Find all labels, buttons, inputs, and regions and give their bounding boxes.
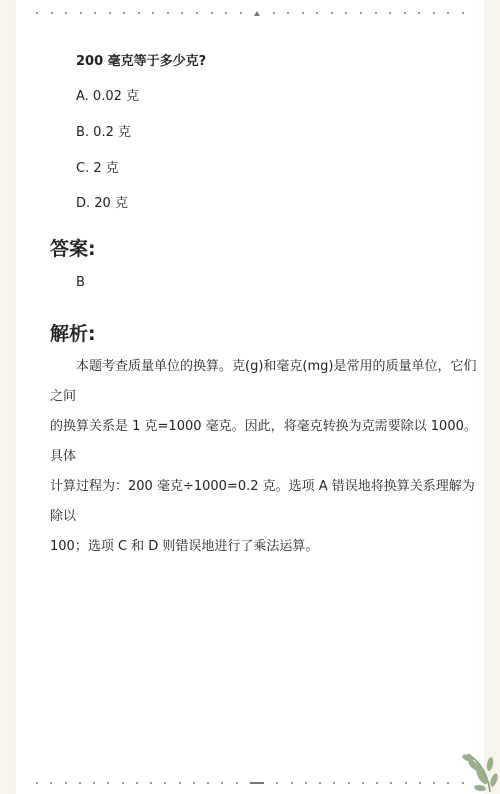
border-dot	[433, 12, 435, 14]
border-dot	[302, 12, 304, 14]
border-dot	[93, 782, 95, 784]
border-dot	[138, 12, 140, 14]
border-dot	[79, 782, 81, 784]
border-dot	[418, 12, 420, 14]
border-dot	[376, 782, 378, 784]
border-dot	[181, 12, 183, 14]
analysis-text: 本题考查质量单位的换算。克(g)和毫克(mg)是常用的质量单位，它们之间 的换算关系是 1 克=1000 毫克。因此，将毫克转换为克需要除以 1000。具体 计算过程为：200 毫克÷1000=0.2 克。选项 A 错误地将换算关系理解为除以 100；选项 C 和 D 则错误地进行了乘法运算。	[50, 359, 477, 554]
border-dot	[348, 782, 350, 784]
border-dot	[94, 12, 96, 14]
border-dot	[390, 782, 392, 784]
top-dotted-border	[36, 8, 464, 18]
border-dot	[345, 12, 347, 14]
border-dot	[80, 12, 82, 14]
border-dot	[316, 12, 318, 14]
option-b: B. 0.2 克	[76, 125, 131, 140]
border-dot	[65, 782, 67, 784]
border-dot	[375, 12, 377, 14]
border-dot	[287, 12, 289, 14]
border-dot	[196, 12, 198, 14]
border-dot	[225, 12, 227, 14]
border-dot	[291, 782, 293, 784]
border-dot	[36, 12, 38, 14]
option-a: A. 0.02 克	[76, 89, 140, 104]
border-dot	[179, 782, 181, 784]
document-page	[16, 0, 484, 794]
option-d: D. 20 克	[76, 196, 128, 211]
border-dot	[221, 782, 223, 784]
leaf-decoration-icon	[420, 714, 500, 794]
border-dot	[51, 12, 53, 14]
border-dot	[123, 12, 125, 14]
border-dot	[152, 12, 154, 14]
border-dot	[362, 782, 364, 784]
border-dot	[273, 12, 275, 14]
answer-value: B	[76, 275, 85, 290]
border-dot	[50, 782, 52, 784]
question-text: 200 毫克等于多少克?	[76, 54, 207, 69]
border-dot	[254, 11, 260, 16]
border-dot	[305, 782, 307, 784]
border-dot	[462, 12, 464, 14]
border-dot	[276, 782, 278, 784]
border-dot	[136, 782, 138, 784]
bottom-dotted-border	[36, 778, 464, 788]
analysis-heading: 解析:	[50, 323, 96, 345]
border-dot	[122, 782, 124, 784]
border-dot	[331, 12, 333, 14]
border-dot	[150, 782, 152, 784]
border-dot	[109, 12, 111, 14]
border-dot	[250, 782, 264, 784]
border-dot	[405, 782, 407, 784]
border-dot	[193, 782, 195, 784]
border-dot	[236, 782, 238, 784]
border-dot	[447, 12, 449, 14]
border-dot	[207, 782, 209, 784]
border-dot	[319, 782, 321, 784]
border-dot	[240, 12, 242, 14]
border-dot	[164, 782, 166, 784]
answer-heading: 答案:	[50, 238, 96, 260]
border-dot	[404, 12, 406, 14]
border-dot	[360, 12, 362, 14]
border-dot	[107, 782, 109, 784]
border-dot	[389, 12, 391, 14]
border-dot	[36, 782, 38, 784]
border-dot	[65, 12, 67, 14]
border-dot	[211, 12, 213, 14]
option-c: C. 2 克	[76, 161, 119, 176]
border-dot	[167, 12, 169, 14]
border-dot	[333, 782, 335, 784]
